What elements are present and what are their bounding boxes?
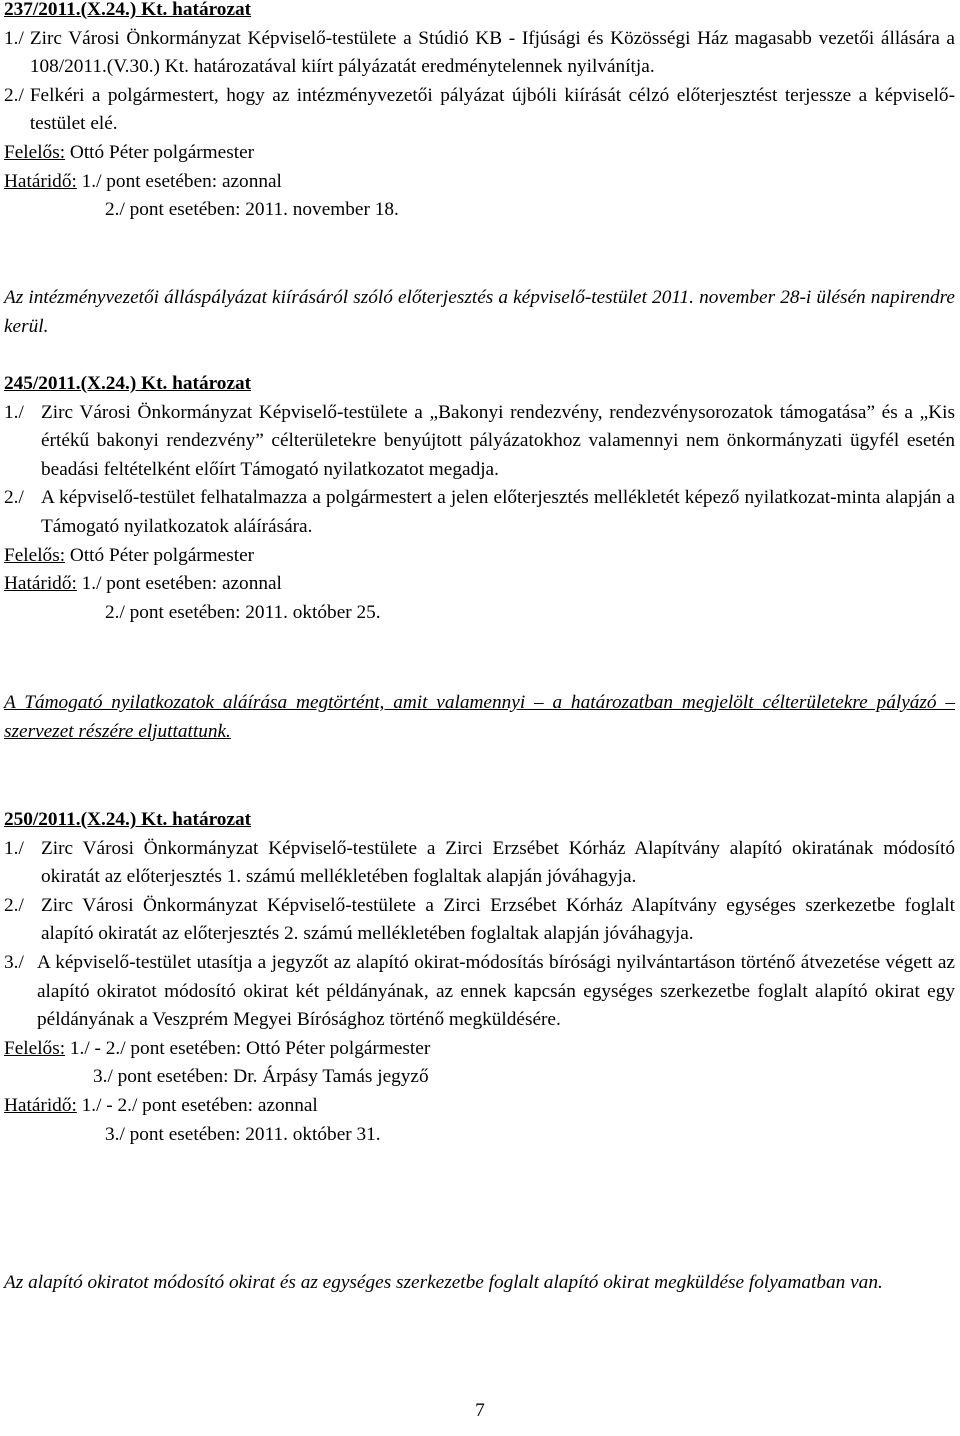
item-number: 2./ — [4, 894, 24, 916]
responsible-label: Felelős: — [4, 544, 66, 566]
responsible-line — [4, 1035, 955, 1064]
item-number: 1./ — [4, 837, 24, 859]
item-text: A képviselő-testület felhatalmazza a polgármestert a jelen előterjesztés mellékletét képező nyilatkozat-minta alapján a Támogató nyilatkozatok aláírására. — [41, 487, 955, 537]
responsible-line — [4, 139, 955, 168]
deadline-value: 1./ pont esetében: azonnal — [81, 573, 282, 595]
deadline-value: 1./ - 2./ pont esetében: azonnal — [81, 1094, 318, 1116]
deadline-label: Határidő: — [4, 1094, 77, 1116]
resolution-heading: 237/2011.(X.24.) Kt. határozat — [4, 0, 252, 20]
item-number: 1./ — [4, 401, 24, 423]
responsible-line — [4, 542, 955, 571]
deadline-label: Határidő: — [4, 573, 77, 595]
resolution-item — [4, 484, 955, 541]
responsible-line-2: 3./ pont esetében: Dr. Árpásy Tamás jegyző — [93, 1066, 429, 1088]
resolution-item — [4, 892, 955, 949]
responsible-value: Ottó Péter polgármester — [69, 544, 255, 566]
deadline-label: Határidő: — [4, 170, 77, 192]
resolution-item — [4, 25, 955, 82]
deadline-line-2: 2./ pont esetében: 2011. november 18. — [105, 199, 399, 221]
resolution-250 — [4, 806, 955, 1149]
item-text: Zirc Városi Önkormányzat Képviselő-testülete a Zirci Erzsébet Kórház Alapítvány egységes szerkezetbe foglalt alapító okiratát az előterjesztés 2. számú mellékletében foglaltak alapján jóváhagyja. — [41, 894, 955, 945]
deadline-line — [4, 1092, 955, 1121]
resolution-item — [4, 399, 955, 485]
resolution-237 — [4, 0, 955, 225]
responsible-label: Felelős: — [4, 141, 66, 163]
item-number: 2./ — [4, 487, 24, 509]
deadline-line-2: 2./ pont esetében: 2011. október 25. — [105, 601, 381, 623]
resolution-item — [4, 949, 955, 1035]
status-note: Az alapító okiratot módosító okirat és az egységes szerkezetbe foglalt alapító okirat megküldése folyamatban van. — [4, 1272, 883, 1293]
responsible-value: Ottó Péter polgármester — [69, 141, 255, 163]
responsible-value: 1./ - 2./ pont esetében: Ottó Péter polgármester — [69, 1037, 431, 1059]
deadline-line — [4, 570, 955, 599]
resolution-heading: 250/2011.(X.24.) Kt. határozat — [4, 809, 252, 830]
status-note: Az intézményvezetői álláspályázat kiírásáról szóló előterjesztés a képviselő-testület 2011. november 28-i ülésén napirendre kerül. — [4, 287, 955, 337]
item-text: A képviselő-testület utasítja a jegyzőt az alapító okirat-módosítás bírósági nyilvántartáson történő átvezetése végett az alapító okiratot módosító okirat két példányának, az ennek kapcsán egységes szerkezetbe foglalt alapító okirat egy példányának a Veszprém Megyei Bírósághoz történő megküldésére. — [37, 951, 955, 1031]
resolution-item — [4, 835, 955, 892]
item-number: 1./ — [4, 27, 24, 49]
page-number: 7 — [475, 1400, 485, 1421]
resolution-heading: 245/2011.(X.24.) Kt. határozat — [4, 373, 252, 394]
item-number: 3./ — [4, 951, 24, 973]
item-text: Zirc Városi Önkormányzat Képviselő-testülete a Stúdió KB - Ifjúsági és Közösségi Ház magasabb vezetői állására a 108/2011.(V.30.) Kt. határozatával kiírt pályázatát eredménytelennek nyilvánítja. — [29, 27, 955, 78]
deadline-value: 1./ pont esetében: azonnal — [81, 170, 282, 192]
item-text: Zirc Városi Önkormányzat Képviselő-testülete a „Bakonyi rendezvény, rendezvénysorozatok támogatása” és a „Kis értékű bakonyi rendezvény” célterületekre benyújtott pályázatokhoz valamennyi nem önkormányzati ügyfél esetén beadási feltételként előírt Támogató nyilatkozatot megadja. — [41, 401, 955, 480]
item-text: Zirc Városi Önkormányzat Képviselő-testülete a Zirci Erzsébet Kórház Alapítvány alapító okiratának módosító okiratát az előterjesztés 1. számú mellékletében foglaltak alapján jóváhagyja. — [41, 837, 955, 888]
deadline-line — [4, 168, 955, 197]
responsible-label: Felelős: — [4, 1037, 66, 1059]
status-note: A Támogató nyilatkozatok aláírása megtörtént, amit valamennyi – a határozatban megjelölt célterületekre pályázó – szervezet részére eljuttattunk. — [4, 692, 955, 742]
deadline-line-2: 3./ pont esetében: 2011. október 31. — [105, 1123, 381, 1145]
item-text: Felkéri a polgármestert, hogy az intézményvezetői pályázat újbóli kiírását célzó előterjesztést terjessze a képviselő-testület elé. — [29, 84, 955, 135]
resolution-245 — [4, 370, 955, 627]
item-number: 2./ — [4, 84, 24, 106]
resolution-item — [4, 82, 955, 139]
